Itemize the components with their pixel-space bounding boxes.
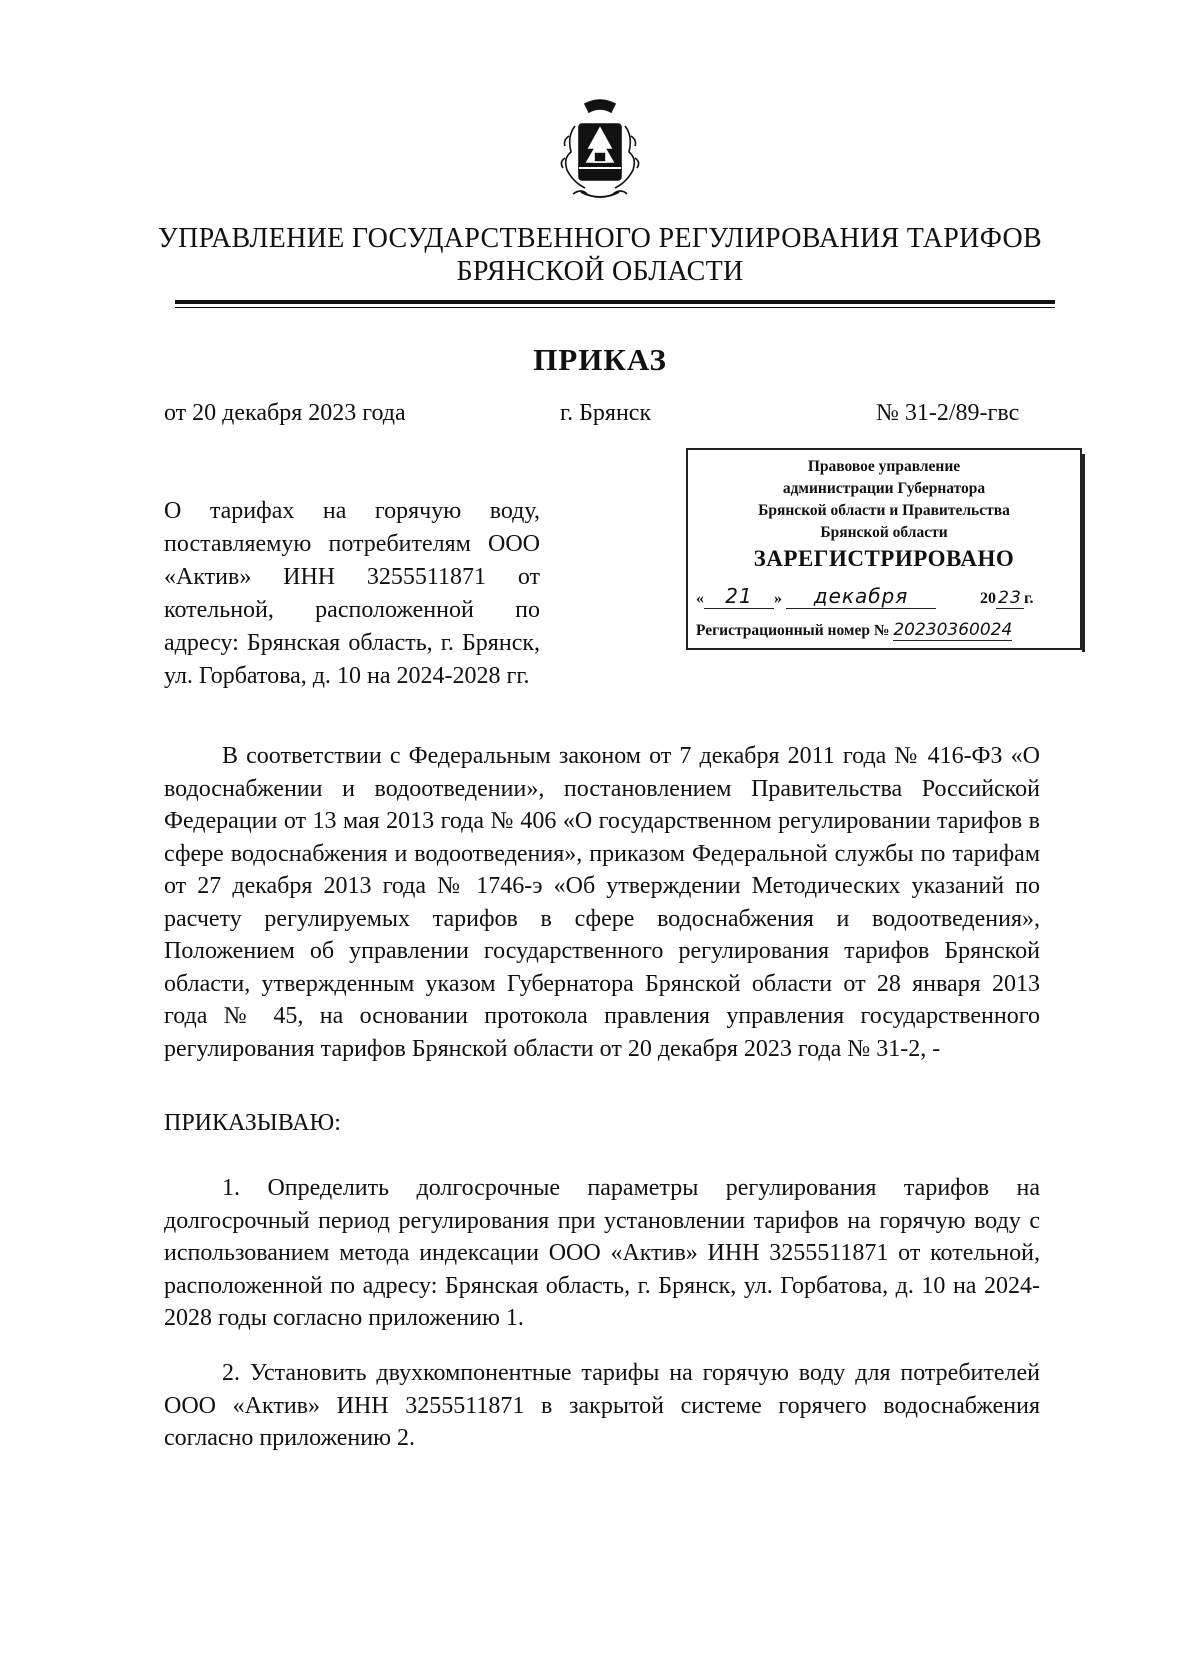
stamp-line3: Брянской области и Правительства — [758, 502, 1010, 519]
document-number: № 31-2/89-гвс — [876, 400, 1020, 426]
stamp-year-suffix: 23 — [996, 588, 1024, 609]
document-subject: О тарифах на горячую воду, поставляемую потребителям ООО «Актив» ИНН 3255511871 от котельной, расположенной по адресу: Брянская область, г. Брянск, ул. Горбатова, д. 10 на 2024-2028 гг. — [164, 498, 540, 689]
stamp-month: декабря — [786, 584, 936, 609]
bryansk-oblast-coat-of-arms-icon — [545, 96, 655, 206]
document-date: от 20 декабря 2023 года — [164, 400, 406, 426]
order-item-1: 1. Определить долгосрочные параметры регулирования тарифов на долгосрочный период регулирования при установлении тарифов на горячую воду с использованием метода индексации ООО «Актив» ИНН 3255511871 от котельной, расположенной по адресу: Брянская область, г. Брянск, ул. Горбатова, д. 10 на 2024-2028 годы согласно приложению 1. — [164, 1175, 1040, 1331]
stamp-line1: Правовое управление — [807, 458, 961, 475]
organization-title-line2: БРЯНСКОЙ ОБЛАСТИ — [456, 256, 744, 287]
stamp-year-prefix: 20 — [980, 590, 996, 607]
header-rule-thin — [175, 307, 1055, 308]
preamble-paragraph: В соответствии с Федеральным законом от 7 декабря 2011 года № 416-ФЗ «О водоснабжении и водоотведении», постановлением Правительства Российской Федерации от 13 мая 2013 года № 406 «О государственном регулировании тарифов в сфере водоснабжения и водоотведения», приказом Федеральной службы по тарифам от 27 декабря 2013 года № 1746-э «Об утверждении Методических указаний по расчету регулируемых тарифов в сфере водоснабжения и водоотведения», Положением об управлении государственного регулирования тарифов Брянской области, утвержденным указом Губернатора Брянской области от 28 января 2013 года № 45, на основании протокола правления управления государственного регулирования тарифов Брянской области от 20 декабря 2023 года № 31-2, - — [164, 743, 1040, 1062]
stamp-date: « 21 » декабря 20 23 г. — [696, 584, 1034, 608]
stamp-line2: администрации Губернатора — [782, 480, 986, 497]
stamp-day: 21 — [704, 584, 774, 609]
order-item-2: 2. Установить двухкомпонентные тарифы на горячую воду для потребителей ООО «Актив» ИНН 3255511871 в закрытой системе горячего водоснабжения согласно приложению 2. — [164, 1360, 1040, 1451]
order-word: ПРИКАЗЫВАЮ: — [164, 1110, 341, 1136]
stamp-reg-label: Регистрационный номер № — [696, 622, 890, 639]
stamp-reg-number: 20230360024 — [893, 620, 1013, 640]
registration-stamp — [686, 448, 1082, 650]
organization-title-line1: УПРАВЛЕНИЕ ГОСУДАРСТВЕННОГО РЕГУЛИРОВАНИЯ ТАРИФОВ — [158, 223, 1042, 254]
stamp-registration-number — [696, 620, 1012, 641]
header-rule — [175, 300, 1055, 304]
stamp-status: ЗАРЕГИСТРИРОВАНО — [753, 546, 1015, 571]
document-type: ПРИКАЗ — [533, 342, 667, 377]
stamp-line4: Брянской области — [820, 524, 948, 541]
document-city: г. Брянск — [560, 400, 652, 426]
stamp-year-unit: г. — [1024, 590, 1034, 607]
